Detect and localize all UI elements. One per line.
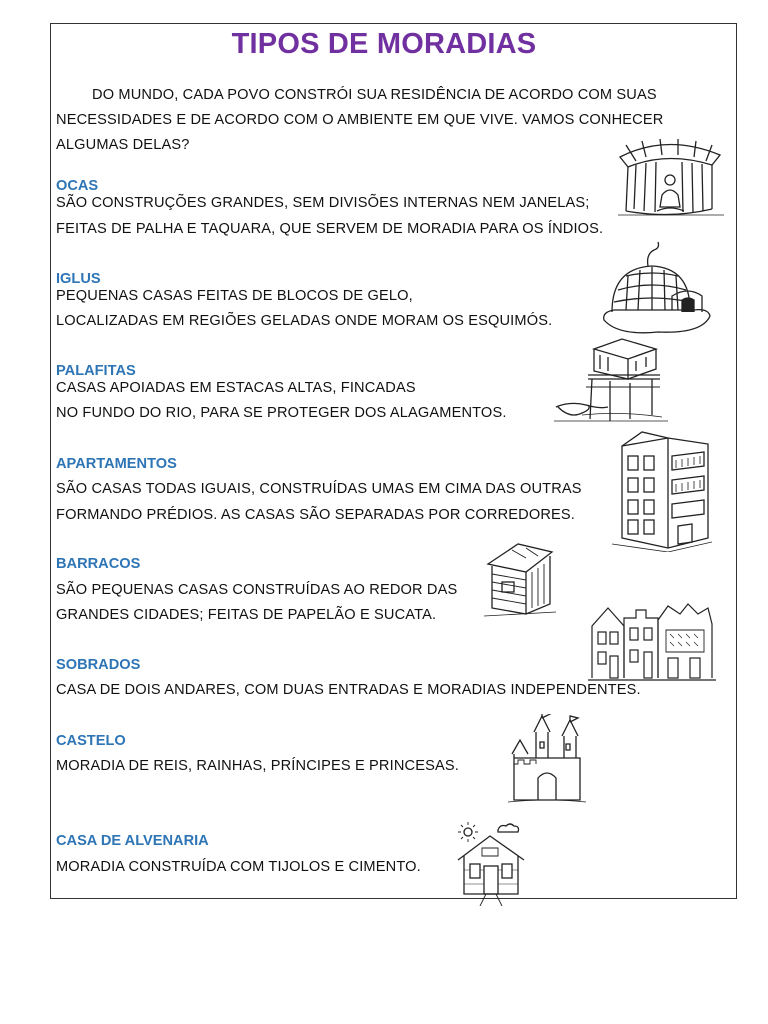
heading-iglus: IGLUS xyxy=(56,271,101,287)
townhouses-drawing xyxy=(588,600,716,682)
heading-palafitas: PALAFITAS xyxy=(56,363,136,379)
page-title: TIPOS DE MORADIAS xyxy=(231,28,537,60)
heading-casa-de-alvenaria: CASA DE ALVENARIA xyxy=(56,833,209,849)
shack-drawing xyxy=(482,538,560,618)
heading-sobrados: SOBRADOS xyxy=(56,657,141,673)
intro-line-3: ALGUMAS DELAS? xyxy=(56,137,190,153)
palafitas-line-1: CASAS APOIADAS EM ESTACAS ALTAS, FINCADAS xyxy=(56,380,416,396)
iglus-line-1: PEQUENAS CASAS FEITAS DE BLOCOS DE GELO, xyxy=(56,288,413,304)
iglus-line-2: LOCALIZADAS EM REGIÕES GELADAS ONDE MORAM OS ESQUIMÓS. xyxy=(56,313,553,329)
heading-ocas: OCAS xyxy=(56,178,99,194)
apartamentos-line-1: SÃO CASAS TODAS IGUAIS, CONSTRUÍDAS UMAS EM CIMA DAS OUTRAS xyxy=(56,481,582,497)
barracos-line-2: GRANDES CIDADES; FEITAS DE PAPELÃO E SUCATA. xyxy=(56,607,437,623)
ocas-line-1: SÃO CONSTRUÇÕES GRANDES, SEM DIVISÕES INTERNAS NEM JANELAS; xyxy=(56,195,590,211)
castle-drawing xyxy=(508,714,586,806)
igloo-drawing xyxy=(598,240,716,336)
sobrados-line-1: CASA DE DOIS ANDARES, COM DUAS ENTRADAS E MORADIAS INDEPENDENTES. xyxy=(56,682,641,698)
ocas-line-2: FEITAS DE PALHA E TAQUARA, QUE SERVEM DE MORADIA PARA OS ÍNDIOS. xyxy=(56,221,604,237)
stilt-house-drawing xyxy=(552,335,670,425)
heading-barracos: BARRACOS xyxy=(56,556,141,572)
castelo-line-1: MORADIA DE REIS, RAINHAS, PRÍNCIPES E PRINCESAS. xyxy=(56,758,459,774)
brick-house-drawing xyxy=(452,820,532,906)
alvenaria-line-1: MORADIA CONSTRUÍDA COM TIJOLOS E CIMENTO. xyxy=(56,859,421,875)
oca-drawing xyxy=(612,135,730,219)
intro-line-2: NECESSIDADES E DE ACORDO COM O AMBIENTE EM QUE VIVE. VAMOS CONHECER xyxy=(56,112,664,128)
intro-line-1: DO MUNDO, CADA POVO CONSTRÓI SUA RESIDÊNCIA DE ACORDO COM SUAS xyxy=(92,87,657,103)
palafitas-line-2: NO FUNDO DO RIO, PARA SE PROTEGER DOS ALAGAMENTOS. xyxy=(56,405,507,421)
heading-apartamentos: APARTAMENTOS xyxy=(56,456,177,472)
apartamentos-line-2: FORMANDO PRÉDIOS. AS CASAS SÃO SEPARADAS POR CORREDORES. xyxy=(56,507,576,523)
heading-castelo: CASTELO xyxy=(56,733,126,749)
apartment-building-drawing xyxy=(612,430,712,552)
barracos-line-1: SÃO PEQUENAS CASAS CONSTRUÍDAS AO REDOR DAS xyxy=(56,582,458,598)
